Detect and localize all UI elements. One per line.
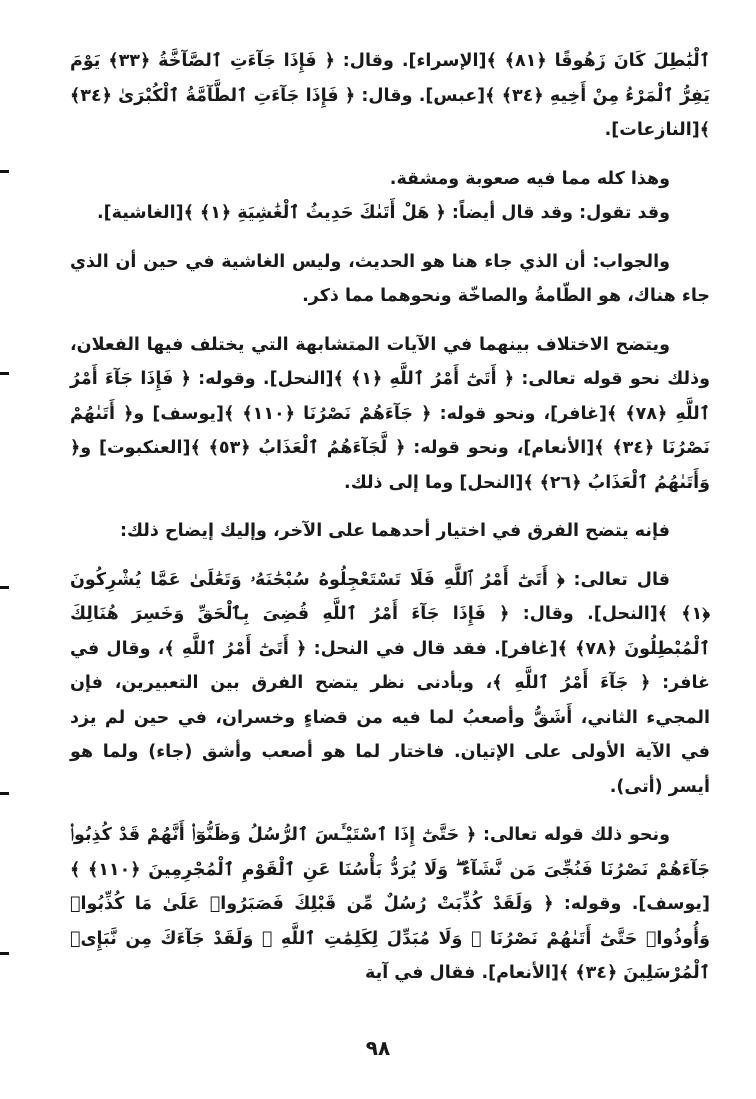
page-number: ٩٨ [365,1036,391,1060]
margin-mark [0,372,9,375]
paragraph: ويتضح الاختلاف بينهما في الآيات المتشابهة التي يختلف فيها الفعلان، وذلك نحو قوله تعالى: ﴿ أَتَىٰٓ أَمْرُ ٱللَّهِ ﴿١﴾ ﴾[النحل]. وقوله: ﴿ فَإِذَا جَآءَ أَمْرُ ٱللَّهِ ﴿٧٨﴾ ﴾[غافر]، ونحو قوله: ﴿ جَآءَهُمْ نَصْرُنَا ﴿١١٠﴾ ﴾[يوسف] و﴿ أَتَىٰهُمْ نَصْرُنَا ﴿٣٤﴾ ﴾[الأنعام]، ونحو قوله: ﴿ لَّجَآءَهُمُ ٱلْعَذَابُ ﴿٥٣﴾ ﴾[العنكبوت] و﴿ وَأَتَىٰهُمُ ٱلْعَذَابُ ﴿٢٦﴾ ﴾[النحل] وما إلى ذلك. [70,334,711,493]
paragraph: والجواب: أن الذي جاء هنا هو الحديث، وليس الغاشية في حين أن الذي جاء هناك، هو الطّامةُ والصاخّة ونحوهما مما ذكر. [70,251,710,306]
margin-mark [0,952,9,955]
paragraph: وقد تقول: وقد قال أيضاً: ﴿ هَلْ أَتَىٰكَ حَدِيثُ ٱلْغَٰشِيَةِ ﴿١﴾ ﴾[الغاشية]. [96,203,670,223]
paragraph: قال تعالى: ﴿ أَتَىٰٓ أَمْرُ ٱللَّهِ فَلَا تَسْتَعْجِلُوهُ سُبْحَٰنَهُۥ وَتَعَٰلَىٰ عَمَّا يُشْرِكُونَ ﴿١﴾ ﴾[النحل]. وقال: ﴿ فَإِذَا جَآءَ أَمْرُ ٱللَّهِ قُضِىَ بِٱلْحَقِّ وَخَسِرَ هُنَالِكَ ٱلْمُبْطِلُونَ ﴿٧٨﴾ ﴾[غافر]. فقد قال في النحل: ﴿ أَتَىٰٓ أَمْرُ ٱللَّهِ ﴾، وقال في غافر: ﴿ جَآءَ أَمْرُ ٱللَّهِ ﴾، وبأدنى نظر يتضح الفرق بين التعبيرين، فإن المجيء الثاني، أَشَقُّ وأصعبُ لما فيه من قضاءٍ وخسران، في حين لم يزد في الآية الأولى على الإتيان. فاختار لما هو أصعب وأشق (جاء) ولما هو أيسر (أتى). [70,569,710,797]
paragraph: فإنه يتضح الفرق في اختيار أحدهما على الآخر، وإليك إيضاح ذلك: [120,521,670,541]
margin-mark [0,170,9,173]
page-body [70,44,710,991]
paragraph: ونحو ذلك قوله تعالى: ﴿ حَتَّىٰٓ إِذَا ٱسْتَيْـَٔسَ ٱلرُّسُلُ وَظَنُّوٓا۟ أَنَّهُمْ قَدْ كُذِبُوا۟ جَآءَهُمْ نَصْرُنَا فَنُجِّىَ مَن نَّشَآءُ ۖ وَلَا يُرَدُّ بَأْسُنَا عَنِ ٱلْقَوْمِ ٱلْمُجْرِمِينَ ﴿١١٠﴾ ﴾[يوسف]. وقوله: ﴿ وَلَقَدْ كُذِّبَتْ رُسُلٌ مِّن قَبْلِكَ فَصَبَرُوا۟ عَلَىٰ مَا كُذِّبُوا۟ وَأُوذُوا۟ حَتَّىٰٓ أَتَىٰهُمْ نَصْرُنَا ۚ وَلَا مُبَدِّلَ لِكَلِمَٰتِ ٱللَّهِ ۚ وَلَقَدْ جَآءَكَ مِن نَّبَإِى۟ ٱلْمُرْسَلِينَ ﴿٣٤﴾ ﴾[الأنعام]. فقال في آية [70,825,710,983]
paragraph: ٱلْبَٰطِلَ كَانَ زَهُوقًا ﴿٨١﴾ ﴾[الإسراء]. وقال: ﴿ فَإِذَا جَآءَتِ ٱلصَّآخَّةُ ﴿٣٣﴾ يَوْمَ يَفِرُّ ٱلْمَرْءُ مِنْ أَخِيهِ ﴿٣٤﴾ ﴾[عبس]. وقال: ﴿ فَإِذَا جَآءَتِ ٱلطَّآمَّةُ ٱلْكُبْرَىٰ ﴿٣٤﴾ ﴾[النازعات]. [70,51,711,140]
margin-mark [0,792,9,795]
paragraph: وهذا كله مما فيه صعوبة ومشقة. [389,168,670,189]
margin-mark [0,586,9,589]
